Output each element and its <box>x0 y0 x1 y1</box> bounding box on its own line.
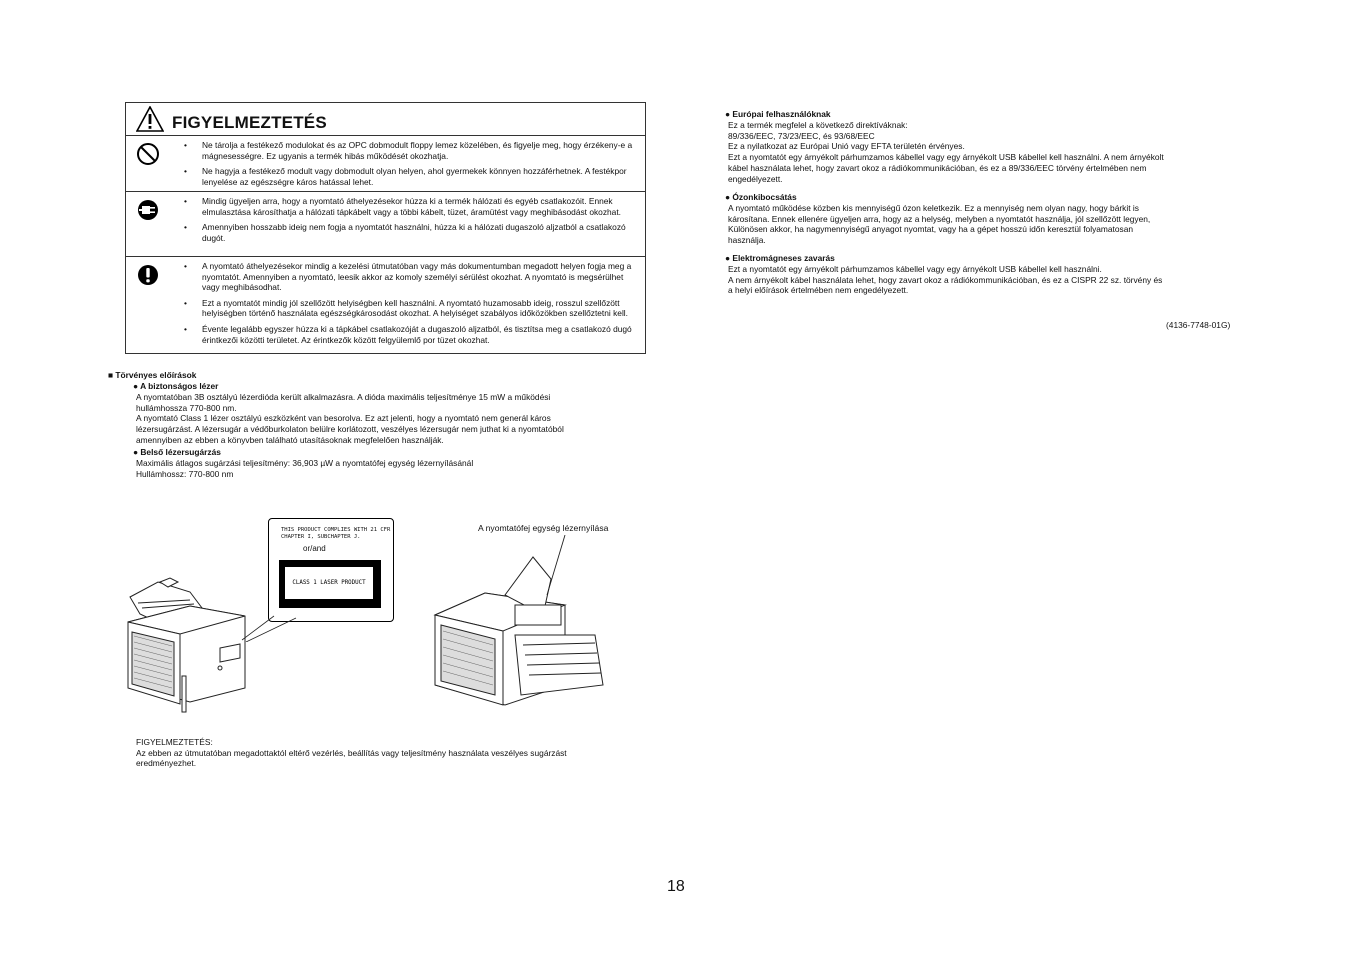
warning-item: • Ne tárolja a festékező modulokat és az OPC dobmodult floppy lemez közelében, és figyelje meg, hogy érzékeny-e a mágnesességre. Ez ugyanis a termék hibás működését okozhatja. <box>184 140 639 161</box>
warning-row-unplug <box>126 192 645 257</box>
aperture-pointer-line <box>547 535 565 595</box>
warning-item: • Ezt a nyomtatót mindig jól szellőzött helyiségben kell használni. A nyomtató huzamosabb ideig, rosszul szellőzött helyiségben történő használata egészségkárosodást okozhat. A helyiséget szabályos időközökben szellőztetni kell. <box>184 298 639 319</box>
internal-line: Hullámhossz: 770-800 nm <box>136 468 234 479</box>
printer-right-illustration <box>425 535 605 710</box>
document-code: (4136-7748-01G) <box>1166 320 1231 330</box>
ozone-heading: ● Ózonkibocsátás <box>725 192 797 202</box>
printer-left-illustration <box>120 570 260 718</box>
unplug-icon <box>136 198 160 222</box>
legal-heading: ■ Törvényes előírások <box>108 370 197 380</box>
warning-header <box>126 103 645 136</box>
internal-laser-heading: ● Belső lézersugárzás <box>133 447 221 457</box>
compliance-label-line: THIS PRODUCT COMPLIES WITH 21 CFR <box>281 527 391 533</box>
laser-heading: ● A biztonságos lézer <box>133 381 219 391</box>
footer-warning-line: eredményezhet. <box>136 758 197 769</box>
internal-laser-text <box>136 458 473 479</box>
ozone-line: károsítana. Ennek ellenére ügyeljen arra, hogy az a helység, melyben a nyomtatót használja, jól szellőzött legyen, <box>728 213 1151 224</box>
footer-warning-title: FIGYELMEZTETÉS: <box>136 737 213 747</box>
emi-line: Ezt a nyomtatót egy árnyékolt párhumzamos kábellel vagy egy árnyékolt USB kábellel kell használni. <box>728 264 1102 274</box>
or-and-text: or/and <box>303 544 326 553</box>
compliance-label-line: CHAPTER I, SUBCHAPTER J. <box>281 534 361 540</box>
warning-title: FIGYELMEZTETÉS <box>172 113 327 132</box>
page-number: 18 <box>667 878 685 895</box>
ozone-line: A nyomtató működése közben kis mennyiségű ózon keletkezik. Ez a mennyiség nem olyan nagy, hogy bárkit is <box>728 203 1139 213</box>
laser-line: hullámhossza 770-800 nm. <box>136 402 237 413</box>
aperture-caption: A nyomtatófej egység lézernyílása <box>478 523 609 533</box>
emi-heading: ● Elektromágneses zavarás <box>725 253 835 263</box>
laser-text <box>136 392 564 446</box>
emi-line: A nem árnyékolt kábel használata lehet, hogy zavart okoz a rádiókommunikációban, és ez a CISPR 22 sz. törvény és <box>728 274 1163 285</box>
laser-label-panel <box>268 518 394 622</box>
eu-heading: ● Európai felhasználóknak <box>725 109 831 119</box>
emi-line: a helyi előírások értelmében nem engedélyezett. <box>728 285 909 296</box>
warning-item: • Amennyiben hosszabb ideig nem fogja a nyomtatót használni, húzza ki a hálózati dugaszoló aljzatból a csatlakozó dugót. <box>184 222 639 243</box>
prohibited-icon <box>136 142 160 166</box>
footer-warning <box>136 737 567 769</box>
eu-line: Ezt a nyomtatót egy árnyékolt párhumzamos kábellel vagy egy árnyékolt USB kábellel kell használni. A nem árnyékolt <box>728 152 1164 163</box>
ozone-text <box>728 203 1150 246</box>
warning-row-storage <box>126 136 645 192</box>
class-label-badge <box>279 560 381 608</box>
callout-lines <box>240 612 300 642</box>
warning-item: • Mindig ügyeljen arra, hogy a nyomtató áthelyezésekor húzza ki a termék hálózati és egyéb csatlakozóit. Ennek elmulasztása károsíthatja a hálózati tápkábelt vagy a többi kábelt, tüzet, áramütést vagy meghibásodást okozhat. <box>184 196 639 217</box>
warning-item: • A nyomtató áthelyezésekor mindig a kezelési útmutatóban vagy más dokumentumban megadott helyen fogja meg a nyomtatót. Amennyiben a nyomtató, leesik akkor az komoly személyi sérülést okozhat. A nyomtató is megsérülhet vagy meghibásodhat. <box>184 261 639 293</box>
ozone-line: Különösen akkor, ha nagymennyiségű anyagot nyomtat, vagy ha a gépet hosszú időn keresztül folyamatosan <box>728 224 1134 235</box>
warning-box <box>125 102 646 354</box>
warning-item: • Ne hagyja a festékező modult vagy dobmodult olyan helyen, ahol gyermekek könnyen hozzáférhetnek. A festékpor lenyelése az egészségre káros hatással lehet. <box>184 166 639 187</box>
warning-triangle-icon <box>136 106 164 132</box>
emi-text <box>728 264 1162 296</box>
warning-row-handling <box>126 257 645 356</box>
eu-line: Ez a nyilatkozat az Európai Unió vagy EFTA területén érvényes. <box>728 141 965 152</box>
warning-item: • Évente legalább egyszer húzza ki a tápkábel csatlakozóját a dugaszoló aljzatból, és tisztítsa meg a csatlakozó dugó érintkezői közötti területet. Az érintkezők között felgyülemlő por tüzet okozhat. <box>184 324 639 345</box>
ozone-line: használja. <box>728 235 766 246</box>
internal-line: Maximális átlagos sugárzási teljesítmény: 36,903 µW a nyomtatófej egység lézernyílásánál <box>136 458 474 468</box>
eu-line: engedélyezett. <box>728 173 783 184</box>
eu-text <box>728 120 1164 184</box>
laser-line: A nyomtatóban 3B osztályú lézerdióda került alkalmazásra. A dióda maximális teljesítménye 15 mW a működési <box>136 392 551 402</box>
class-label-text: CLASS 1 LASER PRODUCT <box>292 579 366 586</box>
laser-line: amennyiben az ebben a könyvben található utasításoknak megfelelően használják. <box>136 434 444 445</box>
eu-line: Ez a termék megfelel a következő direktíváknak: <box>728 120 908 130</box>
eu-line: kábel használata lehet, hogy zavart okoz a rádiókommunikációban, és ez a 89/336/EEC törvény értelmében nem <box>728 162 1147 173</box>
eu-line: 89/336/EEC, 73/23/EEC, és 93/68/EEC <box>728 130 875 141</box>
footer-warning-line: Az ebben az útmutatóban megadottaktól eltérő vezérlés, beállítás vagy teljesítmény használata veszélyes sugárzást <box>136 747 567 758</box>
laser-line: A nyomtató Class 1 lézer osztályú eszközként van besorolva. Ez azt jelenti, hogy a nyomtató nem generál káros <box>136 413 551 424</box>
laser-line: lézersugárzást. A lézersugár a védőburkolaton belülre korlátozott, veszélyes lézersugár nem juthat ki a nyomtatóból <box>136 424 564 435</box>
exclamation-icon <box>136 263 160 287</box>
